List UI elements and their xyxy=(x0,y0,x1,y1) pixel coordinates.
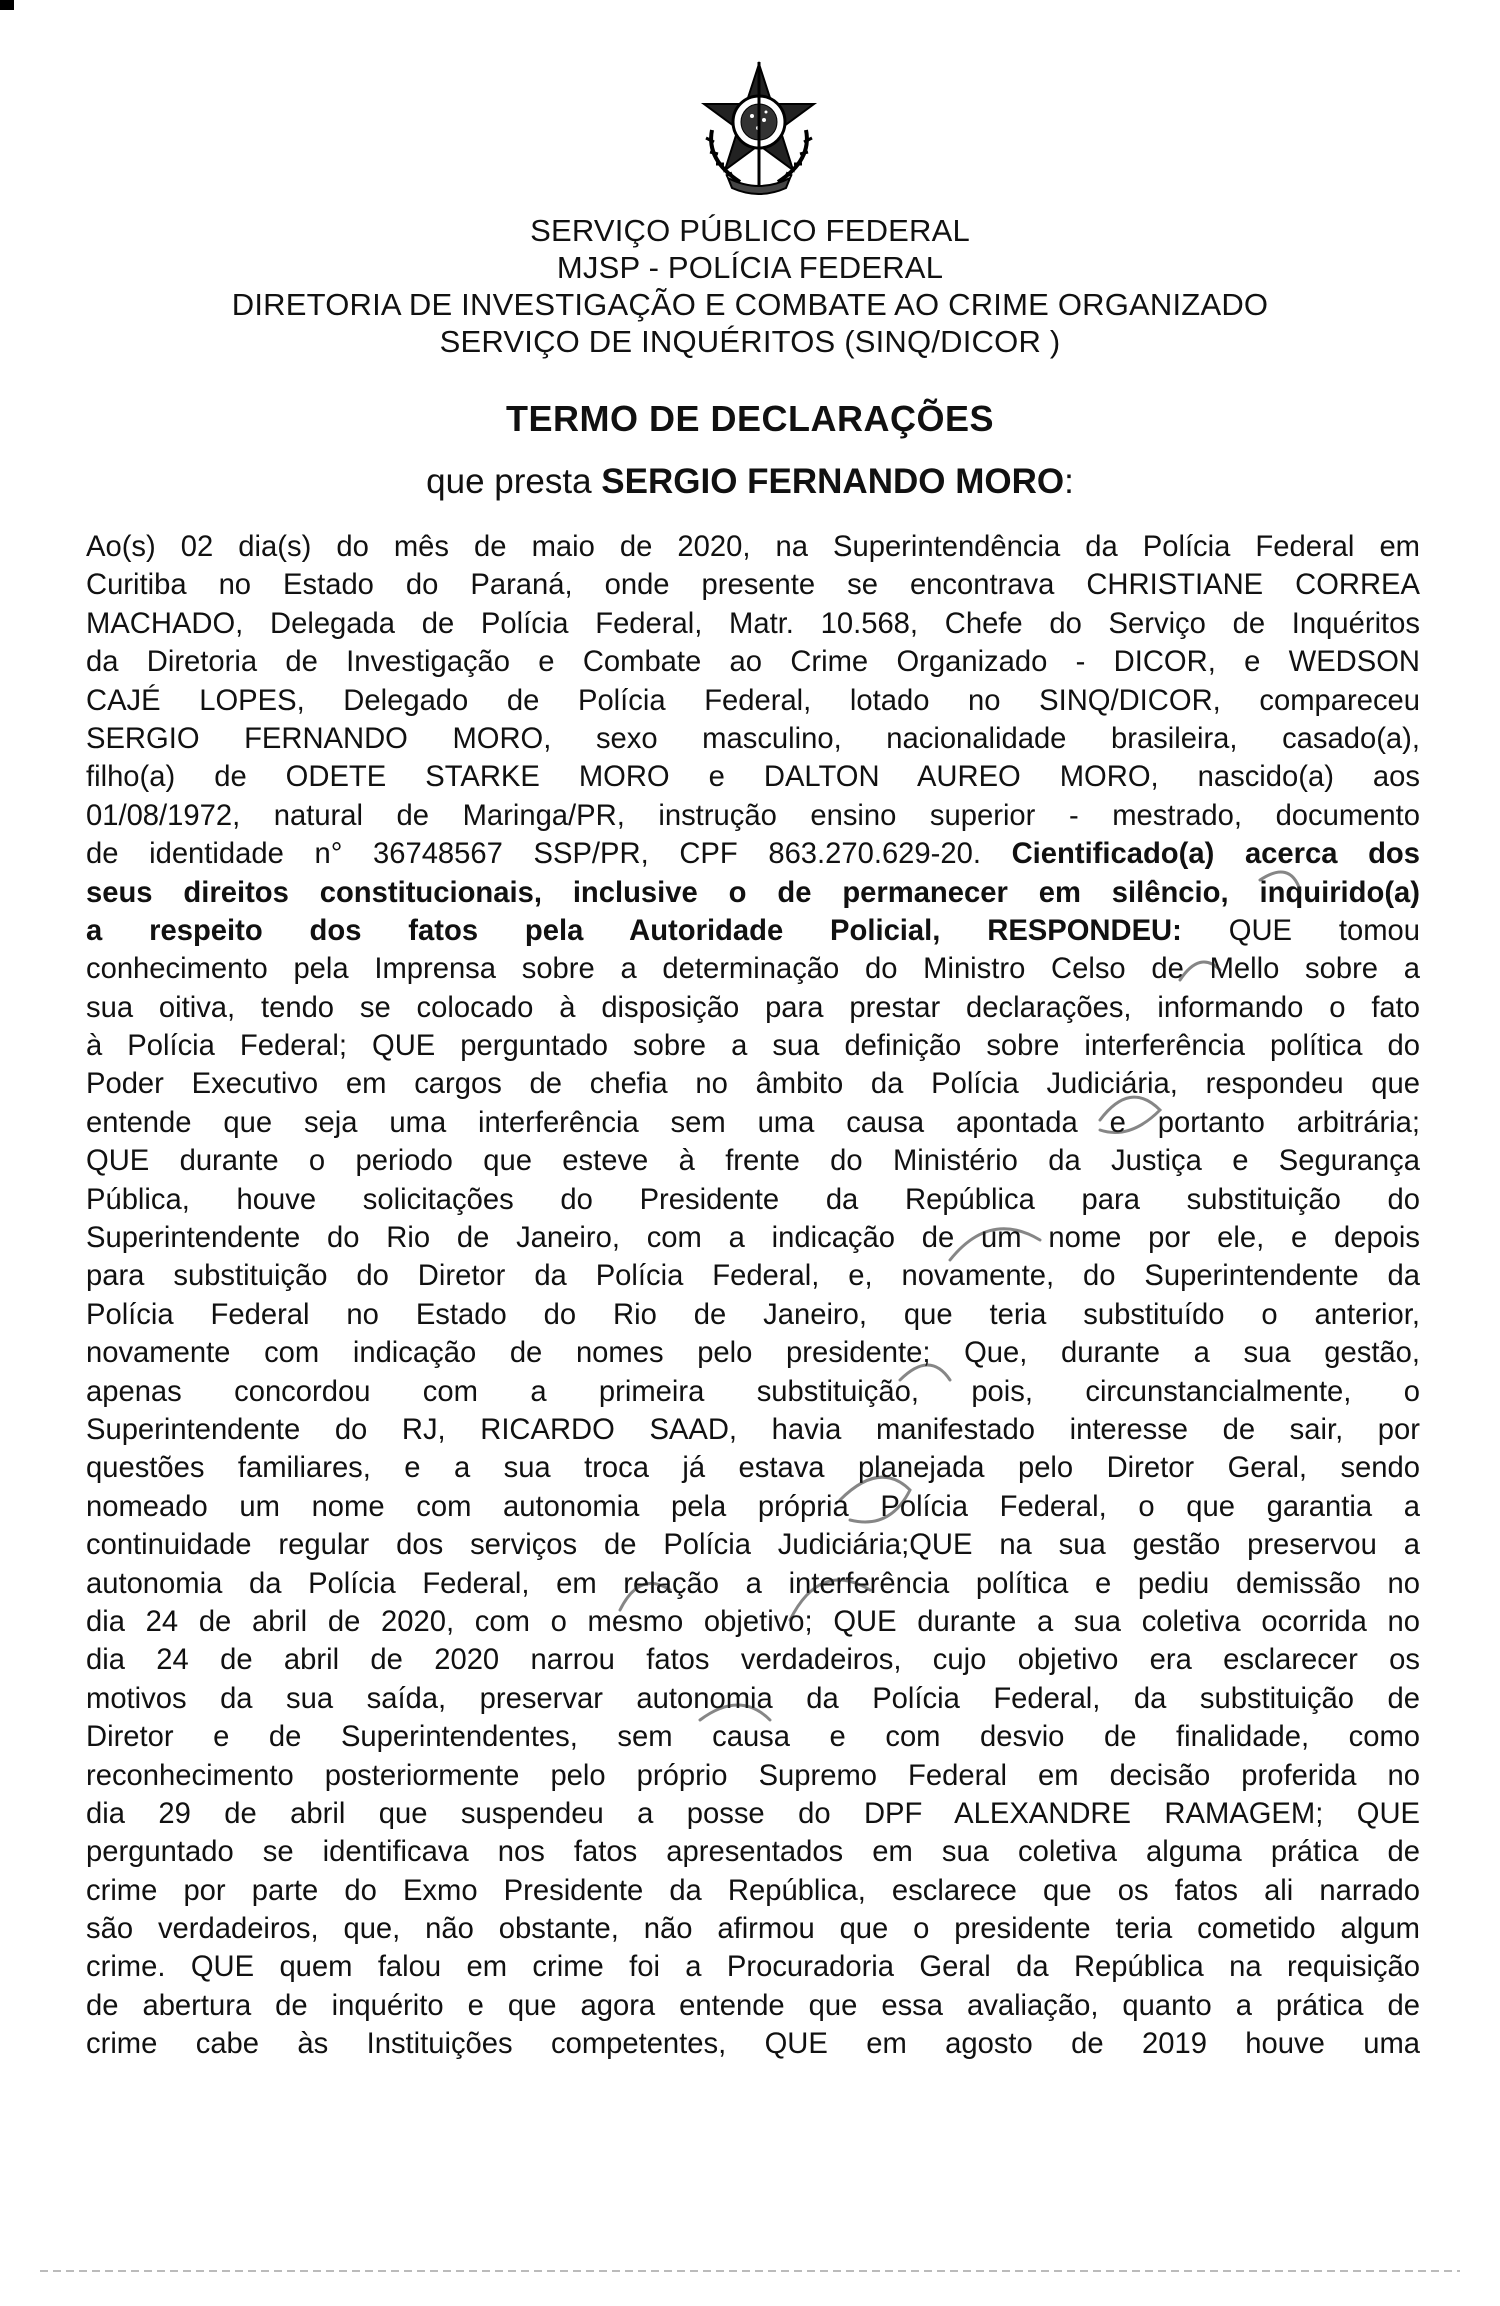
body-line: Superintendente do RJ, RICARDO SAAD, havia manifestado interesse de sair, por xyxy=(86,1413,1420,1446)
scan-corner-mark xyxy=(0,0,14,10)
body-line: Poder Executivo em cargos de chefia no âmbito da Polícia Judiciária, respondeu que xyxy=(86,1068,1420,1101)
body-line: perguntado se identificava nos fatos apresentados em sua coletiva alguma prática de xyxy=(86,1836,1420,1869)
body-line: reconhecimento posteriormente pelo próprio Supremo Federal em decisão proferida no xyxy=(86,1759,1420,1792)
agency-header xyxy=(0,212,1500,360)
declarant-name: SERGIO FERNANDO MORO xyxy=(601,462,1065,501)
body-line: crime por parte do Exmo Presidente da República, esclarece que os fatos ali narrado xyxy=(86,1874,1420,1907)
document-subtitle xyxy=(0,462,1500,502)
scan-edge-streak xyxy=(40,2268,1460,2274)
body-line: novamente com indicação de nomes pelo presidente; Que, durante a sua gestão, xyxy=(86,1337,1420,1370)
body-line: continuidade regular dos serviços de Polícia Judiciária;QUE na sua gestão preservou a xyxy=(86,1529,1420,1562)
body-line: filho(a) de ODETE STARKE MORO e DALTON AUREO MORO, nascido(a) aos xyxy=(86,761,1420,794)
body-line: questões familiares, e a sua troca já estava planejada pelo Diretor Geral, sendo xyxy=(86,1452,1420,1485)
document-title: TERMO DE DECLARAÇÕES xyxy=(505,398,995,439)
body-line: são verdadeiros, que, não obstante, não afirmou que o presidente teria cometido algum xyxy=(86,1913,1420,1946)
body-line: 01/08/1972, natural de Maringa/PR, instrução ensino superior - mestrado, documento xyxy=(86,799,1420,832)
body-line: conhecimento pela Imprensa sobre a determinação do Ministro Celso de Mello sobre a xyxy=(86,953,1420,986)
body-line: entende que seja uma interferência sem uma causa apontada e portanto arbitrária; xyxy=(86,1106,1420,1139)
header-line-directorate: DIRETORIA DE INVESTIGAÇÃO E COMBATE AO CRIME ORGANIZADO xyxy=(231,287,1269,322)
rights-notice: a respeito dos fatos pela Autoridade Policial, RESPONDEU: xyxy=(86,914,1182,947)
body-line: nomeado um nome com autonomia pela própria Polícia Federal, o que garantia a xyxy=(86,1490,1420,1523)
body-line: dia 24 de abril de 2020, com o mesmo objetivo; QUE durante a sua coletiva ocorrida no xyxy=(86,1605,1420,1638)
header-line-service: SERVIÇO PÚBLICO FEDERAL xyxy=(530,213,970,248)
body-line: à Polícia Federal; QUE perguntado sobre a sua definição sobre interferência política do xyxy=(86,1030,1420,1063)
body-line: Curitiba no Estado do Paraná, onde presente se encontrava CHRISTIANE CORREA xyxy=(86,569,1420,602)
body-line-part: de identidade n° 36748567 SSP/PR, CPF 863.270.629-20. xyxy=(86,838,1012,871)
rights-notice: seus direitos constitucionais, inclusive o de permanecer em silêncio, inquirido(a) xyxy=(86,876,1420,909)
body-line: SERGIO FERNANDO MORO, sexo masculino, nacionalidade brasileira, casado(a), xyxy=(86,722,1420,755)
body-line: dia 24 de abril de 2020 narrou fatos verdadeiros, cujo objetivo era esclarecer os xyxy=(86,1644,1420,1677)
body-line-part: QUE tomou xyxy=(1181,914,1420,947)
header-line-section: SERVIÇO DE INQUÉRITOS (SINQ/DICOR ) xyxy=(439,324,1061,359)
body-line: Pública, houve solicitações do Presidente da República para substituição do xyxy=(86,1183,1420,1216)
body-line: apenas concordou com a primeira substituição, pois, circunstancialmente, o xyxy=(86,1375,1420,1408)
body-line: Superintendente do Rio de Janeiro, com a indicação de um nome por ele, e depois xyxy=(86,1222,1420,1255)
declaration-body xyxy=(86,528,1420,2064)
body-line: Ao(s) 02 dia(s) do mês de maio de 2020, na Superintendência da Polícia Federal em xyxy=(86,531,1420,563)
body-line: crime cabe às Instituições competentes, QUE em agosto de 2019 houve uma xyxy=(86,2028,1420,2061)
body-line: CAJÉ LOPES, Delegado de Polícia Federal, lotado no SINQ/DICOR, compareceu xyxy=(86,684,1420,717)
body-line xyxy=(86,912,1420,950)
header-line-ministry: MJSP - POLÍCIA FEDERAL xyxy=(556,250,944,285)
body-line: Polícia Federal no Estado do Rio de Janeiro, que teria substituído o anterior, xyxy=(86,1298,1420,1331)
body-line: QUE durante o periodo que esteve à frente do Ministério da Justiça e Segurança xyxy=(86,1145,1420,1178)
body-line: sua oitiva, tendo se colocado à disposição para prestar declarações, informando o fato xyxy=(86,991,1420,1024)
body-line: Diretor e de Superintendentes, sem causa e com desvio de finalidade, como xyxy=(86,1721,1420,1754)
subtitle-prefix: que presta xyxy=(426,462,602,501)
body-line xyxy=(86,835,1420,873)
body-line: MACHADO, Delegada de Polícia Federal, Matr. 10.568, Chefe do Serviço de Inquéritos xyxy=(86,607,1420,640)
body-line: autonomia da Polícia Federal, em relação a interferência política e pediu demissão no xyxy=(86,1567,1420,1600)
subtitle-suffix: : xyxy=(1064,462,1074,501)
rights-notice: Cientificado(a) acerca dos xyxy=(1011,838,1420,871)
brazil-coat-of-arms-icon xyxy=(692,60,827,195)
body-line: motivos da sua saída, preservar autonomia da Polícia Federal, da substituição de xyxy=(86,1682,1420,1715)
body-line: de abertura de inquérito e que agora entende que essa avaliação, quanto a prática de xyxy=(86,1989,1420,2022)
body-line: crime. QUE quem falou em crime foi a Procuradoria Geral da República na requisição xyxy=(86,1951,1420,1984)
body-line: dia 29 de abril que suspendeu a posse do DPF ALEXANDRE RAMAGEM; QUE xyxy=(86,1797,1420,1830)
body-line: da Diretoria de Investigação e Combate ao Crime Organizado - DICOR, e WEDSON xyxy=(86,646,1420,679)
body-line: para substituição do Diretor da Polícia Federal, e, novamente, do Superintendente da xyxy=(86,1260,1420,1293)
